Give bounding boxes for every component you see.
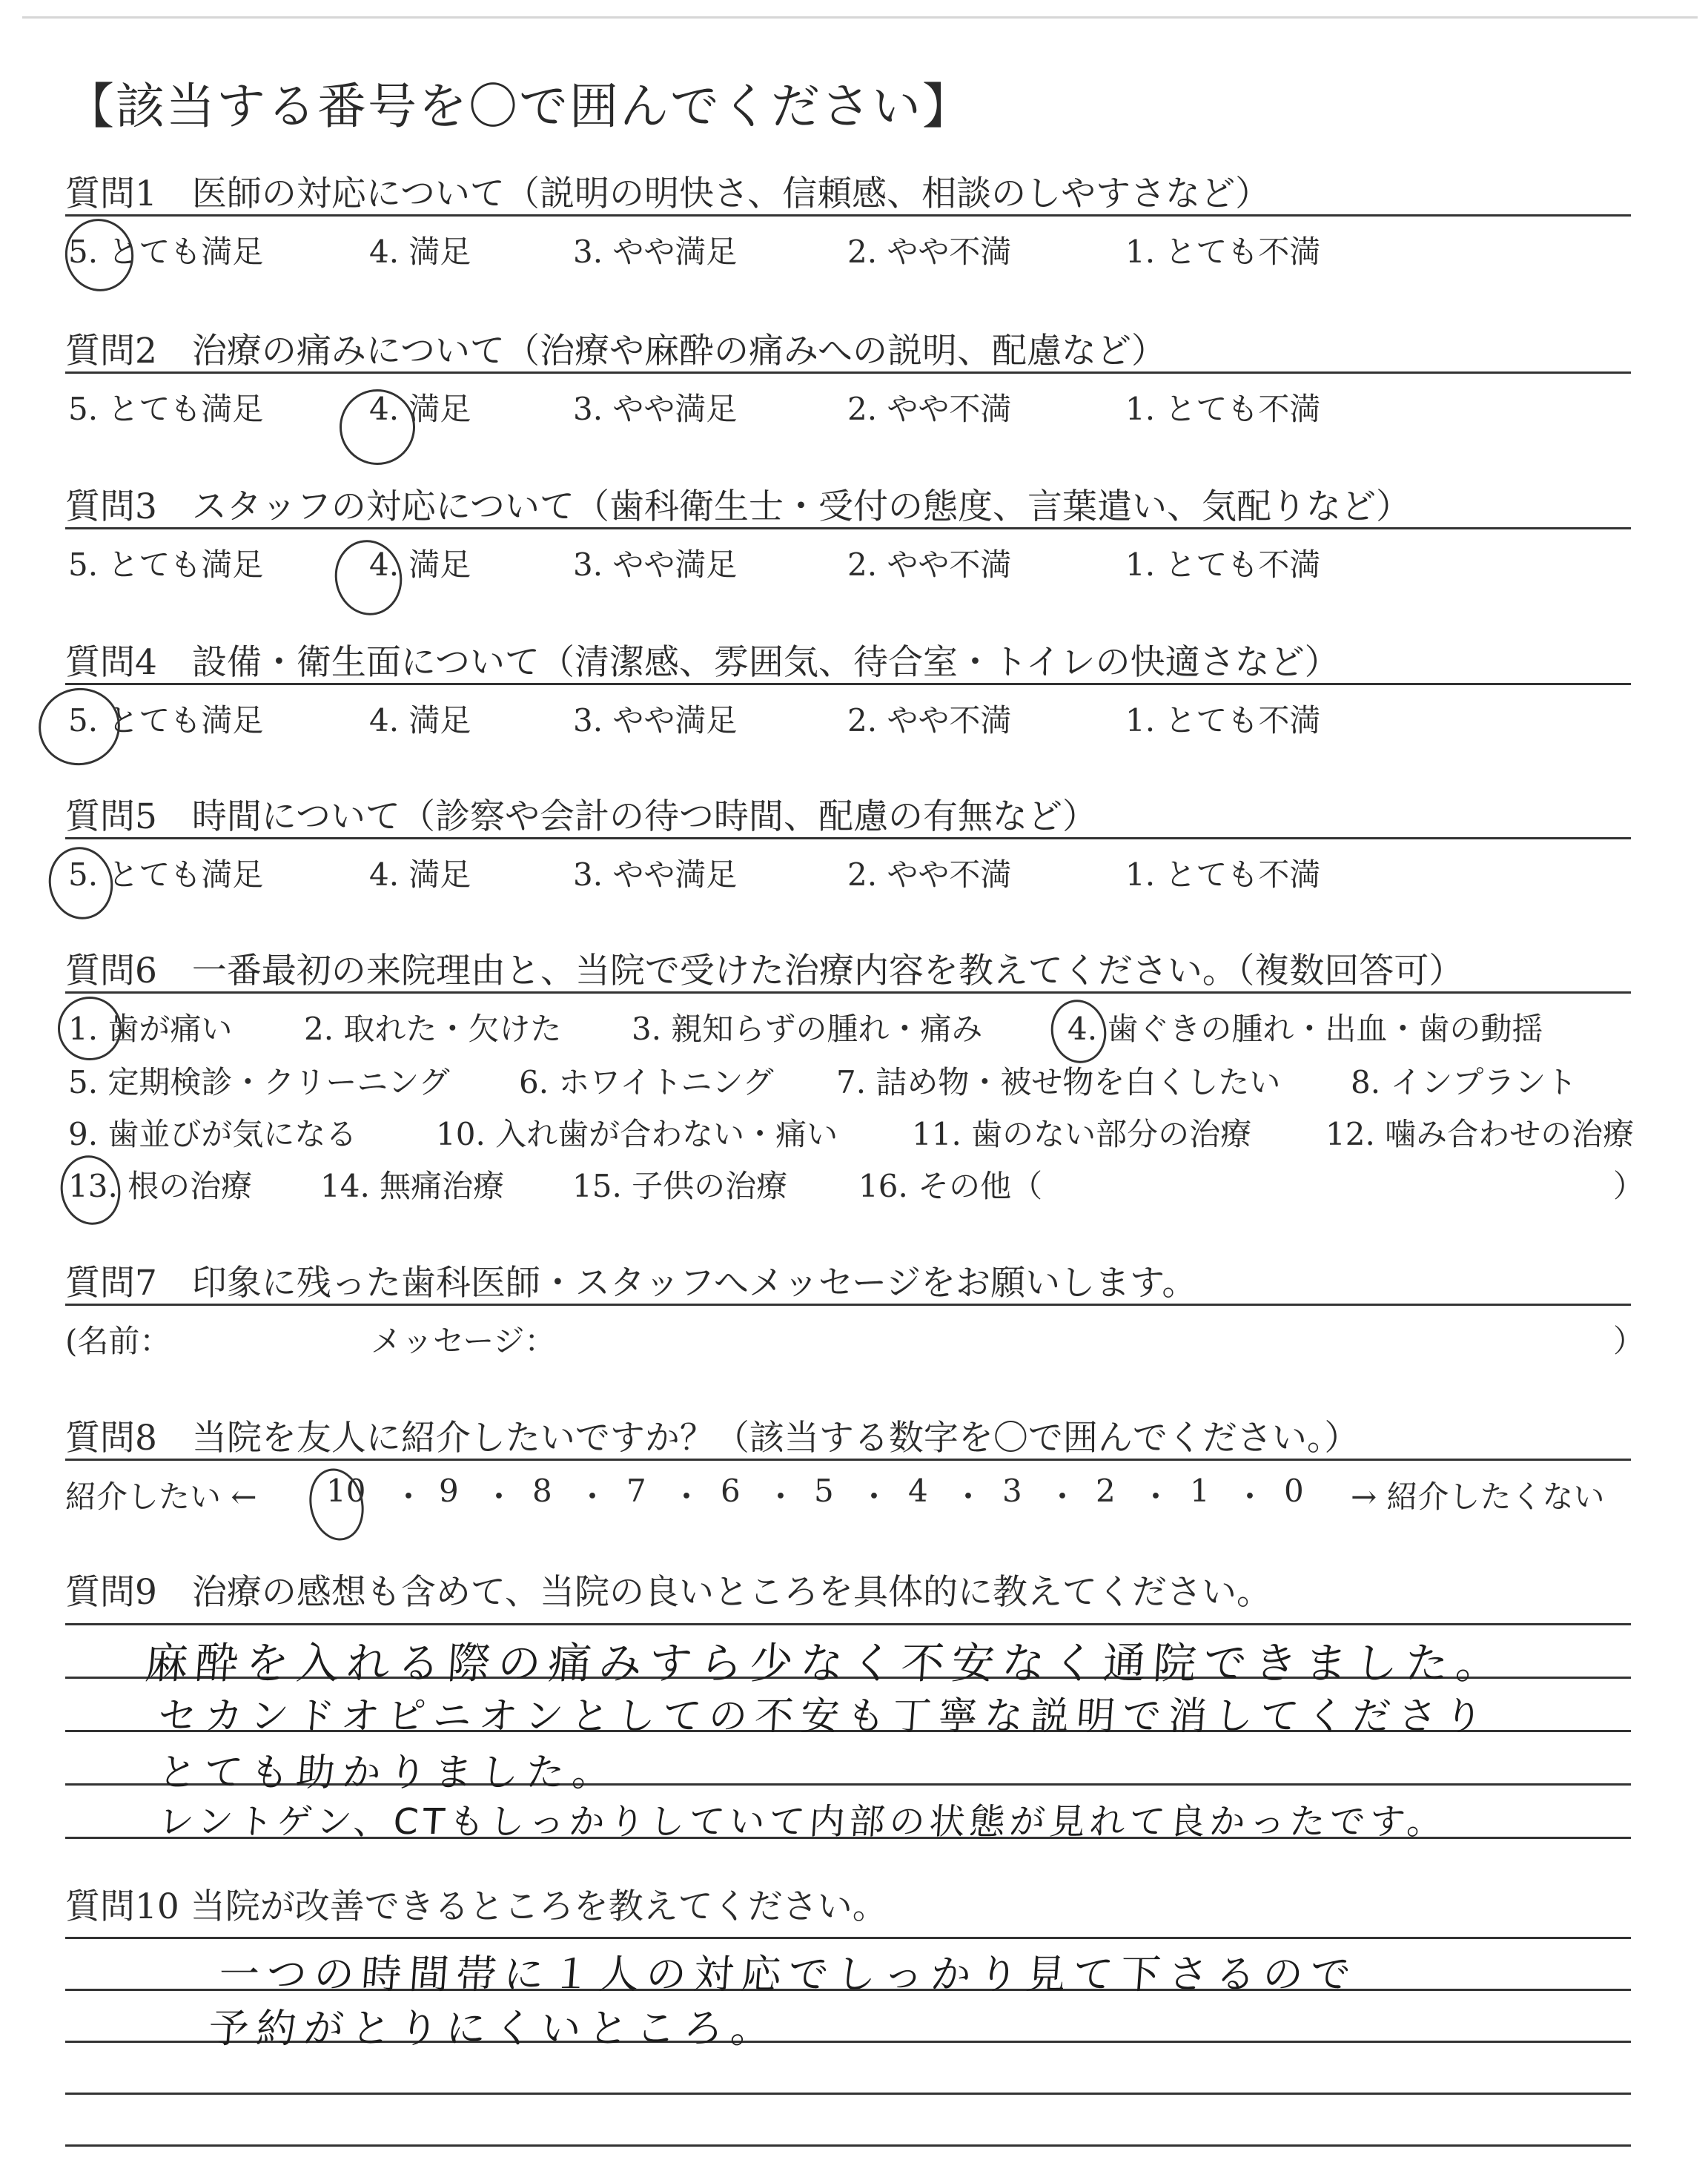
q2-option-3[interactable]: 3. やや満足 [573,391,738,427]
q6-other-close: ） [1613,1168,1645,1204]
q10-answer-line: 予約がとりにくいところ。 [207,2005,780,2052]
q9-write-line [65,1623,1631,1625]
q8-scale-7[interactable]: 7 [626,1473,646,1509]
q1-rule [65,214,1631,217]
q1-selection-circle [59,213,140,298]
q5-option-3[interactable]: 3. やや満足 [573,856,738,893]
q4-rule [65,683,1631,685]
q2-rule [65,371,1631,374]
q8-separator: ・ [953,1479,984,1515]
q4-option-5[interactable]: 5. とても満足 [68,702,264,739]
q8-separator: ・ [858,1479,890,1515]
q8-separator: ・ [765,1479,797,1515]
q6-option-3[interactable]: 3. 親知らずの腫れ・痛み [632,1011,983,1047]
q8-separator: ・ [1234,1479,1266,1515]
q6-option-1[interactable]: 1. 歯が痛い [68,1011,233,1047]
q9-answer-line: セカンドオピニオンとしての不安も丁寧な説明で消してくださり [156,1694,1492,1739]
q2-option-1[interactable]: 1. とても不満 [1125,391,1321,427]
q5-option-2[interactable]: 2. やや不満 [847,856,1012,893]
q2-option-2[interactable]: 2. やや不満 [847,391,1012,427]
top-border [22,16,1698,19]
q6-option-13[interactable]: 13. 根の治療 [68,1168,253,1204]
q5-option-5[interactable]: 5. とても満足 [68,856,264,893]
q3-option-1[interactable]: 1. とても不満 [1125,546,1321,583]
q8-scale-8[interactable]: 8 [532,1473,552,1509]
q4-title: 質問4 設備・衛生面について（清潔感、雰囲気、待合室・トイレの快適さなど） [65,642,1340,683]
q6-option-8[interactable]: 8. インプラント [1351,1064,1578,1100]
q6-title: 質問6 一番最初の来院理由と、当院で受けた治療内容を教えてください。（複数回答可） [65,951,1464,991]
q6-option-14[interactable]: 14. 無痛治療 [320,1168,505,1204]
q8-left-label: 紹介したい ← [65,1479,257,1515]
q2-option-4[interactable]: 4. 満足 [369,391,471,427]
q9-answer-line: とても助かりました。 [156,1751,620,1795]
q6-option-7[interactable]: 7. 詰め物・被せ物を白くしたい [836,1064,1281,1100]
q7-name-label: (名前： [65,1323,171,1359]
q10-answer-line: 一つの時間帯に１人の対応でしっかり見て下さるので [217,1951,1360,1998]
q6-option-10[interactable]: 10. 入れ歯が合わない・痛い [436,1116,838,1152]
q8-scale-4[interactable]: 4 [908,1473,928,1509]
q8-separator: ・ [671,1479,703,1515]
q6-option-5[interactable]: 5. 定期検診・クリーニング [68,1064,450,1100]
q5-rule [65,837,1631,839]
q5-title: 質問5 時間について（診察や会計の待つ時間、配慮の有無など） [65,796,1097,837]
q7-rule [65,1304,1631,1306]
q8-separator: ・ [393,1479,425,1515]
q8-scale-9[interactable]: 9 [439,1473,459,1509]
q6-option-11[interactable]: 11. 歯のない部分の治療 [912,1116,1252,1152]
q6-option-15[interactable]: 15. 子供の治療 [572,1168,788,1204]
q6-option-6[interactable]: 6. ホワイトニング [519,1064,774,1100]
q1-option-1[interactable]: 1. とても不満 [1125,234,1321,270]
q9-answer-line: レントゲン、CTもしっかりしていて内部の状態が見れて良かったです。 [156,1801,1449,1843]
q4-option-3[interactable]: 3. やや満足 [573,702,738,739]
q6-option-16[interactable]: 16. その他（ [858,1168,1043,1204]
q6-selection-circle-1 [52,991,128,1066]
q2-title: 質問2 治療の痛みについて（治療や麻酔の痛みへの説明、配慮など） [65,331,1167,371]
q6-option-2[interactable]: 2. 取れた・欠けた [304,1011,562,1047]
q8-right-label: → 紹介したくない [1351,1479,1605,1515]
q5-option-4[interactable]: 4. 満足 [369,856,471,893]
q1-option-5[interactable]: 5. とても満足 [68,234,264,270]
q8-scale-6[interactable]: 6 [721,1473,741,1509]
q10-write-line [65,2093,1631,2095]
q3-option-2[interactable]: 2. やや不満 [847,546,1012,583]
q6-option-4[interactable]: 4. 歯ぐきの腫れ・出血・歯の動揺 [1068,1011,1543,1047]
q1-title: 質問1 医師の対応について（説明の明快さ、信頼感、相談のしやすさなど） [65,174,1271,214]
q5-option-1[interactable]: 1. とても不満 [1125,856,1321,893]
q10-write-line [65,1937,1631,1939]
q1-option-4[interactable]: 4. 満足 [369,234,471,270]
q7-close-paren: ） [1613,1323,1645,1359]
q4-option-2[interactable]: 2. やや不満 [847,702,1012,739]
q8-separator: ・ [1047,1479,1079,1515]
q3-rule [65,527,1631,529]
q8-scale-3[interactable]: 3 [1002,1473,1022,1509]
q3-option-3[interactable]: 3. やや満足 [573,546,738,583]
q6-rule [65,991,1631,994]
q8-separator: ・ [483,1479,515,1515]
q3-option-5[interactable]: 5. とても満足 [68,546,264,583]
q4-selection-circle [31,681,127,773]
q6-option-12[interactable]: 12. 噛み合わせの治療 [1325,1116,1635,1152]
q7-title: 質問7 印象に残った歯科医師・スタッフへメッセージをお願いします。 [65,1263,1197,1304]
q7-message-label: メッセージ： [371,1323,556,1359]
q1-option-2[interactable]: 2. やや不満 [847,234,1012,270]
page-title: 【該当する番号を〇で囲んでください】 [65,78,973,135]
q8-separator: ・ [1140,1479,1172,1515]
q8-rule [65,1459,1631,1461]
q8-scale-10[interactable]: 10 [326,1473,366,1509]
q8-scale-0[interactable]: 0 [1284,1473,1304,1509]
q8-scale-1[interactable]: 1 [1190,1473,1210,1509]
q4-option-1[interactable]: 1. とても不満 [1125,702,1321,739]
q2-option-5[interactable]: 5. とても満足 [68,391,264,427]
q8-scale-2[interactable]: 2 [1096,1473,1116,1509]
q4-option-4[interactable]: 4. 満足 [369,702,471,739]
q1-option-3[interactable]: 3. やや満足 [573,234,738,270]
q6-option-9[interactable]: 9. 歯並びが気になる [68,1116,357,1152]
q10-title: 質問10 当院が改善できるところを教えてください。 [65,1886,887,1927]
q8-title: 質問8 当院を友人に紹介したいですか？（該当する数字を〇で囲んでください。） [65,1418,1360,1459]
q9-title: 質問9 治療の感想も含めて、当院の良いところを具体的に教えてください。 [65,1572,1271,1613]
q9-answer-line: 麻酔を入れる際の痛みすら少なく不安なく通院できました。 [143,1638,1509,1688]
q3-title: 質問3 スタッフの対応について（歯科衛生士・受付の態度、言葉遣い、気配りなど） [65,486,1411,527]
q3-option-4[interactable]: 4. 満足 [369,546,471,583]
q8-separator: ・ [577,1479,609,1515]
q8-scale-5[interactable]: 5 [814,1473,834,1509]
q10-write-line [65,2144,1631,2147]
